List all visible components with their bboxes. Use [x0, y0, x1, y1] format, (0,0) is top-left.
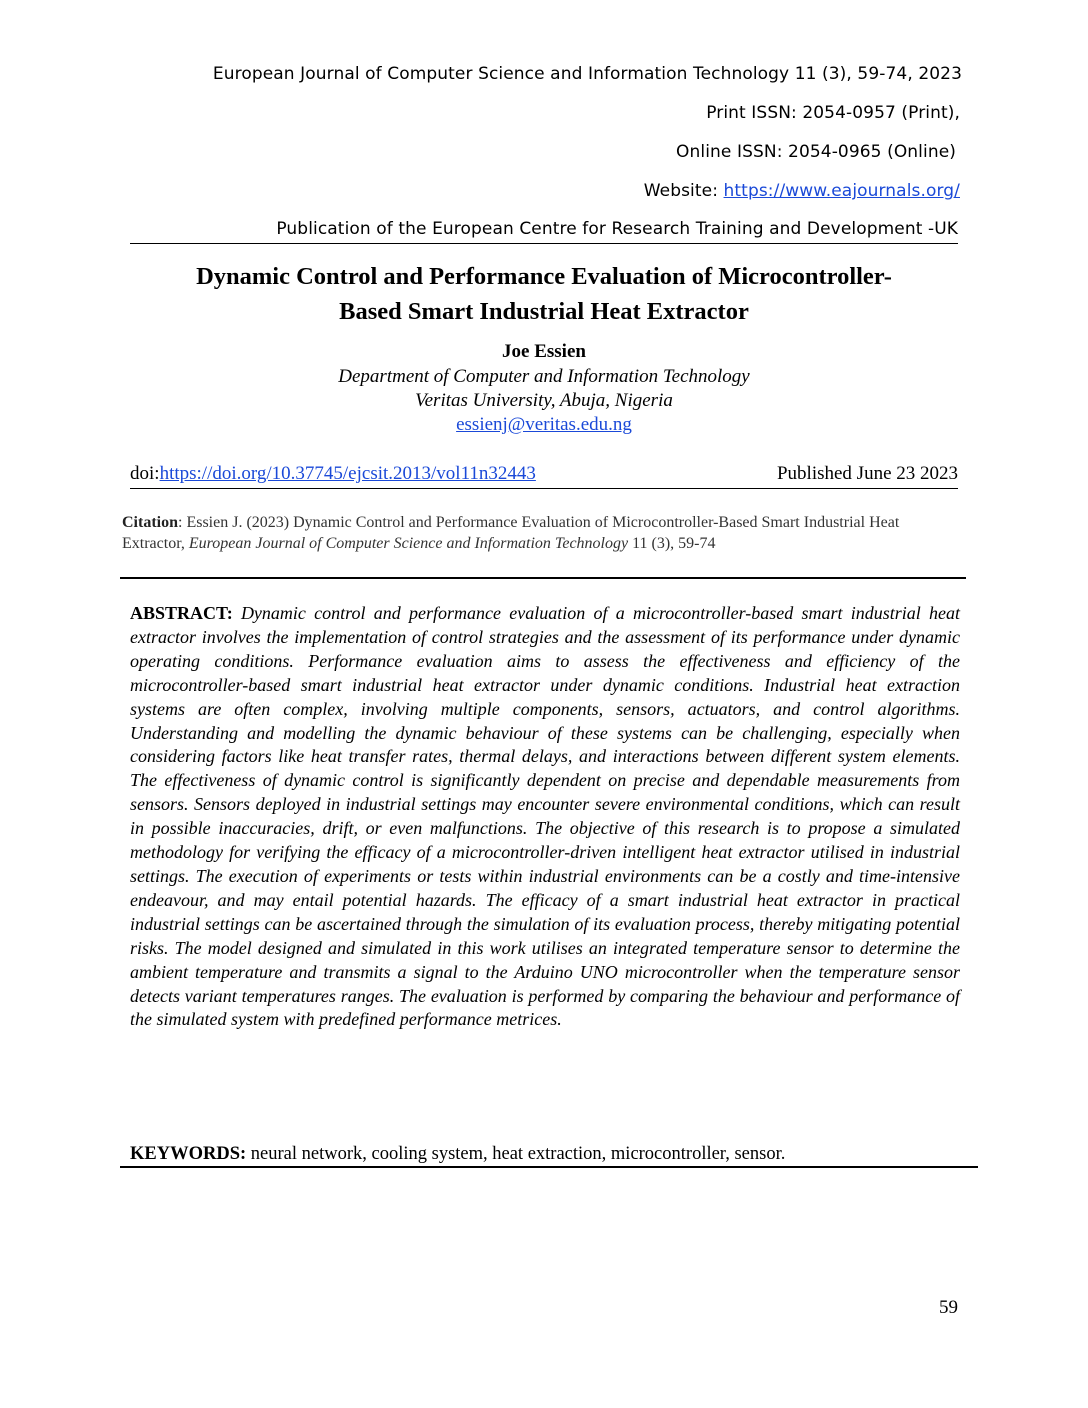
publisher-line: Publication of the European Centre for Research Training and Development -UK [276, 219, 958, 239]
title-line-1: Dynamic Control and Performance Evaluation of Microcontroller- [196, 263, 892, 290]
title-line-2: Based Smart Industrial Heat Extractor [339, 298, 749, 325]
abstract [130, 602, 960, 1032]
citation-journal: European Journal of Computer Science and Information Technology [188, 535, 629, 552]
citation-divider [120, 577, 966, 579]
journal-header-line: European Journal of Computer Science and Information Technology 11 (3), 59-74, 2023 [212, 64, 962, 84]
author-email-link[interactable]: essienj@veritas.edu.ng [456, 414, 632, 435]
citation-label: Citation [122, 514, 178, 531]
citation [122, 512, 962, 554]
doi-divider [130, 488, 958, 489]
header-divider [130, 243, 958, 244]
doi-link[interactable]: https://doi.org/10.37745/ejcsit.2013/vol11n32443 [159, 463, 536, 484]
abstract-label: ABSTRACT: [130, 603, 233, 623]
doi-label: doi: [130, 463, 160, 484]
website-line [644, 181, 960, 201]
doi-row [130, 463, 958, 485]
online-issn: Online ISSN: 2054-0965 (Online) [676, 142, 956, 162]
author-name: Joe Essien [502, 341, 586, 362]
website-link[interactable]: https://www.eajournals.org/ [723, 181, 960, 201]
print-issn: Print ISSN: 2054-0957 (Print), [706, 103, 960, 123]
keywords [130, 1144, 785, 1165]
abstract-text: Dynamic control and performance evaluation of a microcontroller-based smart industrial heat extractor involves the implementation of control strategies and the assessment of its performance under dynamic operating conditions. Performance evaluation aims to assess the effectiveness and efficiency of the microcontroller-based smart industrial heat extractor under dynamic conditions. Industrial heat extraction systems are often complex, involving multiple components, sensors, actuators, and control algorithms. Understanding and modelling the dynamic behaviour of these systems can be challenging, especially when considering factors like heat transfer rates, thermal delays, and interactions between different system elements. The effectiveness of dynamic control is significantly dependent on precise and dependable measurements from sensors. Sensors deployed in industrial settings may encounter severe environmental conditions, which can result in possible inaccuracies, drift, or even malfunctions. The objective of this research is to propose a simulated methodology for verifying the efficacy of a microcontroller-driven intelligent heat extractor utilised in industrial settings. The execution of experiments or tests within industrial environments can be a costly and time-intensive endeavour, and may entail potential hazards. The efficacy of a smart industrial heat extractor in practical industrial settings can be ascertained through the simulation of its evaluation process, thereby mitigating potential risks. The model designed and simulated in this work utilises an integrated temperature sensor to determine the ambient temperature and transmits a signal to the Arduino UNO microcontroller when the temperature sensor detects variant temperatures ranges. The evaluation is performed by comparing the behaviour and performance of the simulated system with predefined performance metrices. [130, 603, 960, 1030]
author-department: Department of Computer and Information Technology [338, 366, 750, 387]
citation-volume: 11 (3), 59-74 [628, 535, 716, 552]
paper-title [100, 259, 988, 329]
published-date: Published June 23 2023 [776, 463, 958, 484]
author-institution: Veritas University, Abuja, Nigeria [415, 390, 673, 411]
website-label: Website: [643, 181, 724, 201]
citation-text: : Essien J. (2023) Dynamic Control and Performance Evaluation of Microcontroller-Based Smart Industrial Heat Extractor, [122, 514, 900, 552]
keywords-divider [120, 1166, 978, 1168]
page-number: 59 [939, 1297, 958, 1318]
author-email-line [0, 414, 1088, 436]
keywords-text: neural network, cooling system, heat extraction, microcontroller, sensor. [246, 1144, 786, 1164]
keywords-label: KEYWORDS: [130, 1144, 247, 1164]
